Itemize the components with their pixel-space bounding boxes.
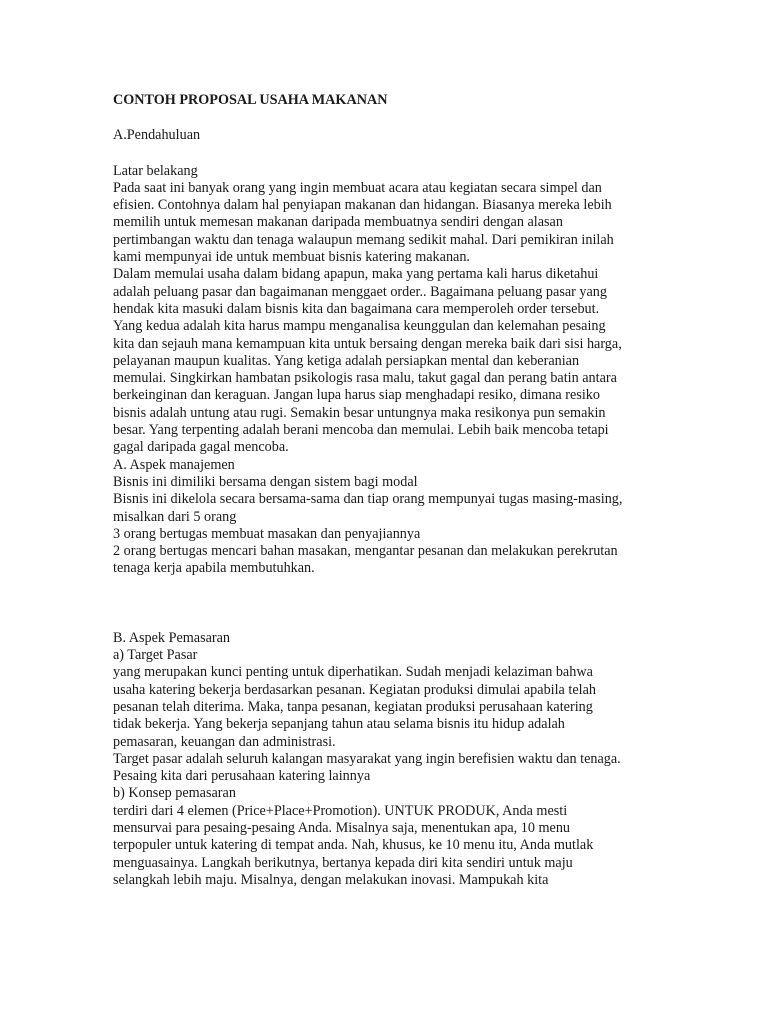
concept-line: selangkah lebih maju. Misalnya, dengan melakukan inovasi. Mampukah kita — [113, 871, 549, 888]
document-body — [113, 92, 658, 889]
document-title: CONTOH PROPOSAL USAHA MAKANAN — [113, 92, 388, 108]
target-line: pemasaran, keuangan dan administrasi. — [113, 733, 336, 750]
intro-line: kami mempunyai ide untuk membuat bisnis katering makanan. — [113, 249, 470, 266]
intro-line: Yang kedua adalah kita harus mampu menganalisa keunggulan dan kelemahan pesaing — [113, 318, 606, 335]
target-line: tidak bekerja. Yang bekerja sepanjang tahun atau selama bisnis itu hidup adalah — [113, 716, 565, 733]
intro-line: besar. Yang terpenting adalah berani mencoba dan memulai. Lebih baik mencoba tetapi — [113, 422, 609, 439]
management-line: 2 orang bertugas mencari bahan masakan, mengantar pesanan dan melakukan perekrutan — [113, 543, 618, 560]
intro-line: hendak kita masuki dalam bisnis kita dan bagaimana cara memperoleh order tersebut. — [113, 300, 600, 317]
concept-line: mensurvai para pesaing-pesaing Anda. Misalnya saja, menentukan apa, 10 menu — [113, 819, 571, 836]
spacer — [113, 109, 658, 127]
intro-line: berkeinginan dan keraguan. Jangan lupa harus siap menghadapi resiko, dimana resiko — [113, 387, 600, 404]
management-line: 3 orang bertugas membuat masakan dan penyajiannya — [113, 525, 421, 542]
target-line: Target pasar adalah seluruh kalangan masyarakat yang ingin berefisien waktu dan tenaga. — [113, 750, 621, 767]
management-line: misalkan dari 5 orang — [113, 508, 237, 525]
intro-line: Pada saat ini banyak orang yang ingin membuat acara atau kegiatan secara simpel dan — [113, 179, 602, 196]
target-heading: a) Target Pasar — [113, 647, 198, 664]
concept-line: terpopuler untuk katering di tempat anda. Nah, khusus, ke 10 menu itu, Anda mutlak — [113, 837, 594, 854]
management-line: tenaga kerja apabila membutuhkan. — [113, 560, 315, 577]
intro-line: adalah peluang pasar dan bagaimanan menggaet order.. Bagaimana peluang pasar yang — [113, 283, 607, 300]
intro-line: memulai. Singkirkan hambatan psikologis rasa malu, takut gagal dan perang batin antara — [113, 370, 617, 387]
concept-line: menguasainya. Langkah berikutnya, bertanya kepada diri kita sendiri untuk maju — [113, 854, 573, 871]
spacer — [113, 145, 658, 163]
intro-line: Dalam memulai usaha dalam bidang apapun, maka yang pertama kali harus diketahui — [113, 266, 599, 283]
management-line: Bisnis ini dikelola secara bersama-sama dan tiap orang mempunyai tugas masing-masing, — [113, 491, 623, 508]
management-heading: A. Aspek manajemen — [113, 456, 235, 473]
target-line: usaha katering bekerja berdasarkan pesanan. Kegiatan produksi dimulai apabila telah — [113, 681, 596, 698]
intro-line: pelayanan maupun kualitas. Yang ketiga adalah persiapkan mental dan keberanian — [113, 352, 580, 369]
intro-line: efisien. Contohnya dalam hal penyiapan makanan dan hidangan. Biasanya mereka lebih — [113, 197, 612, 214]
marketing-heading: B. Aspek Pemasaran — [113, 629, 231, 646]
intro-line: kita dan sejauh mana kemampuan kita untuk bersaing dengan mereka baik dari sisi harga, — [113, 335, 622, 352]
target-line: yang merupakan kunci penting untuk diperhatikan. Sudah menjadi kelaziman bahwa — [113, 664, 593, 681]
intro-line: pertimbangan waktu dan tenaga walaupun memang sedikit mahal. Dari pemikiran inilah — [113, 231, 614, 248]
target-line: Pesaing kita dari perusahaan katering lainnya — [113, 768, 371, 785]
intro-line: memilih untuk memesan makanan daripada membuatnya sendiri dengan alasan — [113, 214, 563, 231]
target-line: pesanan telah diterima. Maka, tanpa pesanan, kegiatan produksi perusahaan katering — [113, 698, 593, 715]
concept-line: terdiri dari 4 elemen (Price+Place+Promotion). UNTUK PRODUK, Anda mesti — [113, 802, 568, 819]
intro-heading: Latar belakang — [113, 162, 198, 179]
concept-heading: b) Konsep pemasaran — [113, 785, 236, 802]
spacer — [113, 578, 658, 630]
section-a-heading: A.Pendahuluan — [113, 127, 201, 144]
intro-line: gagal daripada gagal mencoba. — [113, 439, 289, 456]
intro-line: bisnis adalah untung atau rugi. Semakin besar untungnya maka resikonya pun semakin — [113, 404, 606, 421]
management-line: Bisnis ini dimiliki bersama dengan sistem bagi modal — [113, 473, 418, 490]
